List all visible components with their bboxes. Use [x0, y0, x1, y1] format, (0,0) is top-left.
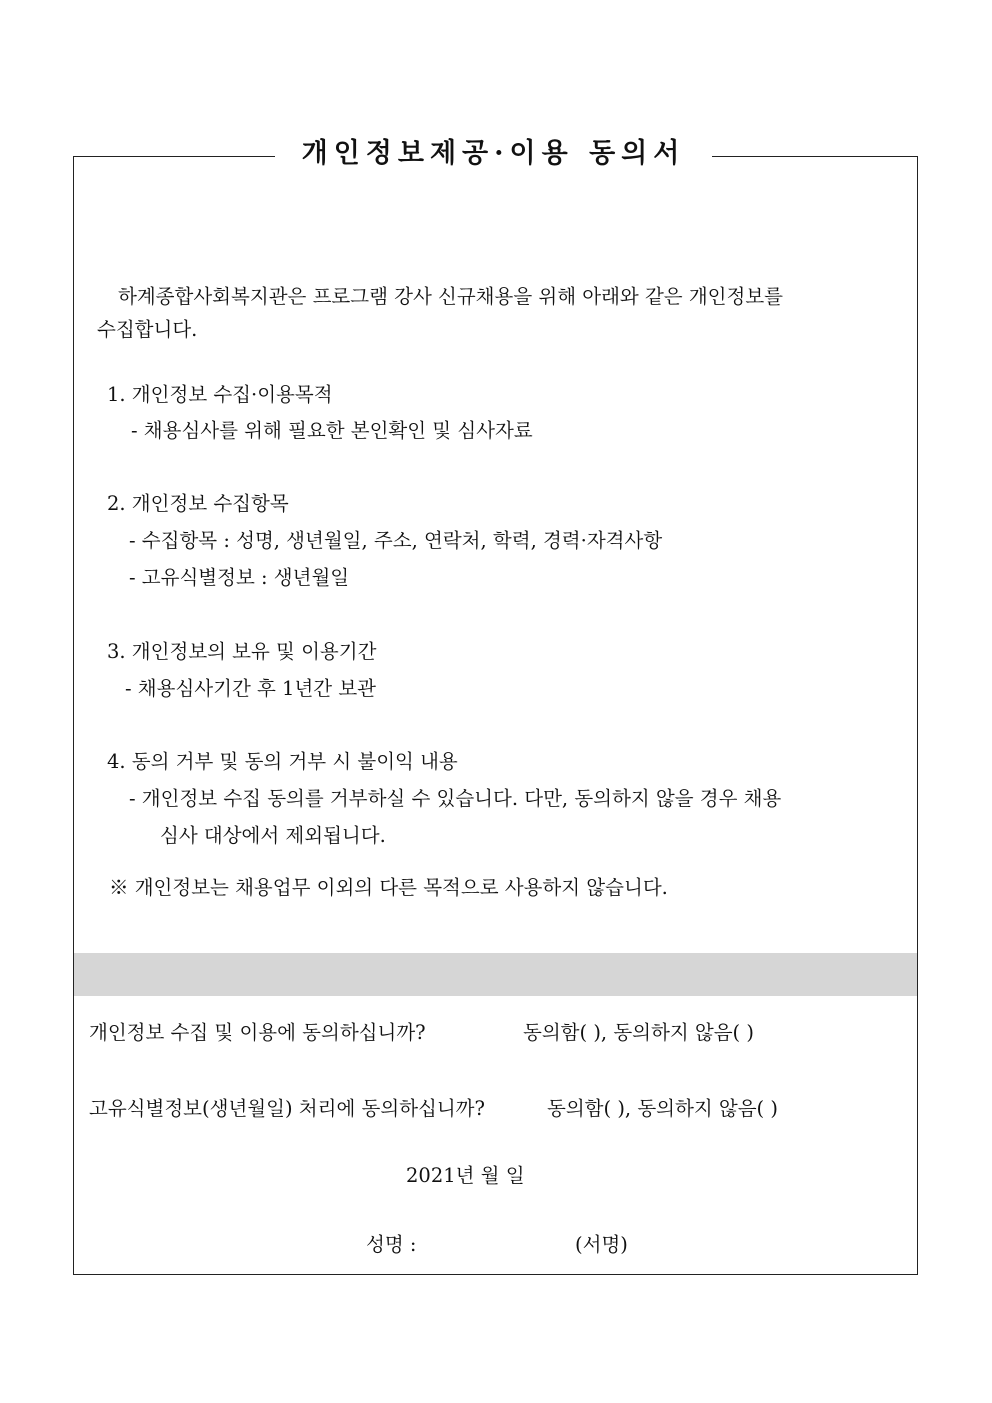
date-line[interactable]: 2021년 월 일	[406, 1164, 525, 1187]
intro-line-2: 수집합니다.	[97, 318, 198, 341]
section-2-heading: 2. 개인정보 수집항목	[107, 492, 289, 515]
section-2-item-2: - 고유식별정보 : 생년월일	[129, 566, 350, 589]
section-2-item-1: - 수집항목 : 성명, 생년월일, 주소, 연락처, 학력, 경력·자격사항	[129, 529, 663, 552]
section-1-heading: 1. 개인정보 수집·이용목적	[107, 383, 333, 406]
consent-question-2: 고유식별정보(생년월일) 처리에 동의하십니까?	[89, 1097, 485, 1120]
signature-mark[interactable]: (서명)	[575, 1233, 628, 1256]
consent-options-1[interactable]: 동의함( ), 동의하지 않음( )	[523, 1021, 754, 1044]
section-divider-band	[74, 953, 917, 996]
document-title: 개인정보제공·이용 동의서	[301, 138, 686, 169]
note-text: ※ 개인정보는 채용업무 이외의 다른 목적으로 사용하지 않습니다.	[109, 876, 668, 899]
intro-line-1: 하계종합사회복지관은 프로그램 강사 신규채용을 위해 아래와 같은 개인정보를	[118, 285, 784, 308]
section-3-item-1: - 채용심사기간 후 1년간 보관	[125, 677, 376, 700]
section-4-item-2: 심사 대상에서 제외됩니다.	[160, 824, 386, 847]
section-1-item-1: - 채용심사를 위해 필요한 본인확인 및 심사자료	[131, 419, 533, 442]
consent-options-2[interactable]: 동의함( ), 동의하지 않음( )	[547, 1097, 778, 1120]
signature-label: 성명 :	[366, 1233, 417, 1256]
section-4-item-1: - 개인정보 수집 동의를 거부하실 수 있습니다. 다만, 동의하지 않을 경우 채용	[129, 787, 782, 810]
consent-question-1: 개인정보 수집 및 이용에 동의하십니까?	[89, 1021, 426, 1044]
section-3-heading: 3. 개인정보의 보유 및 이용기간	[107, 640, 377, 663]
section-4-heading: 4. 동의 거부 및 동의 거부 시 불이익 내용	[107, 750, 458, 773]
